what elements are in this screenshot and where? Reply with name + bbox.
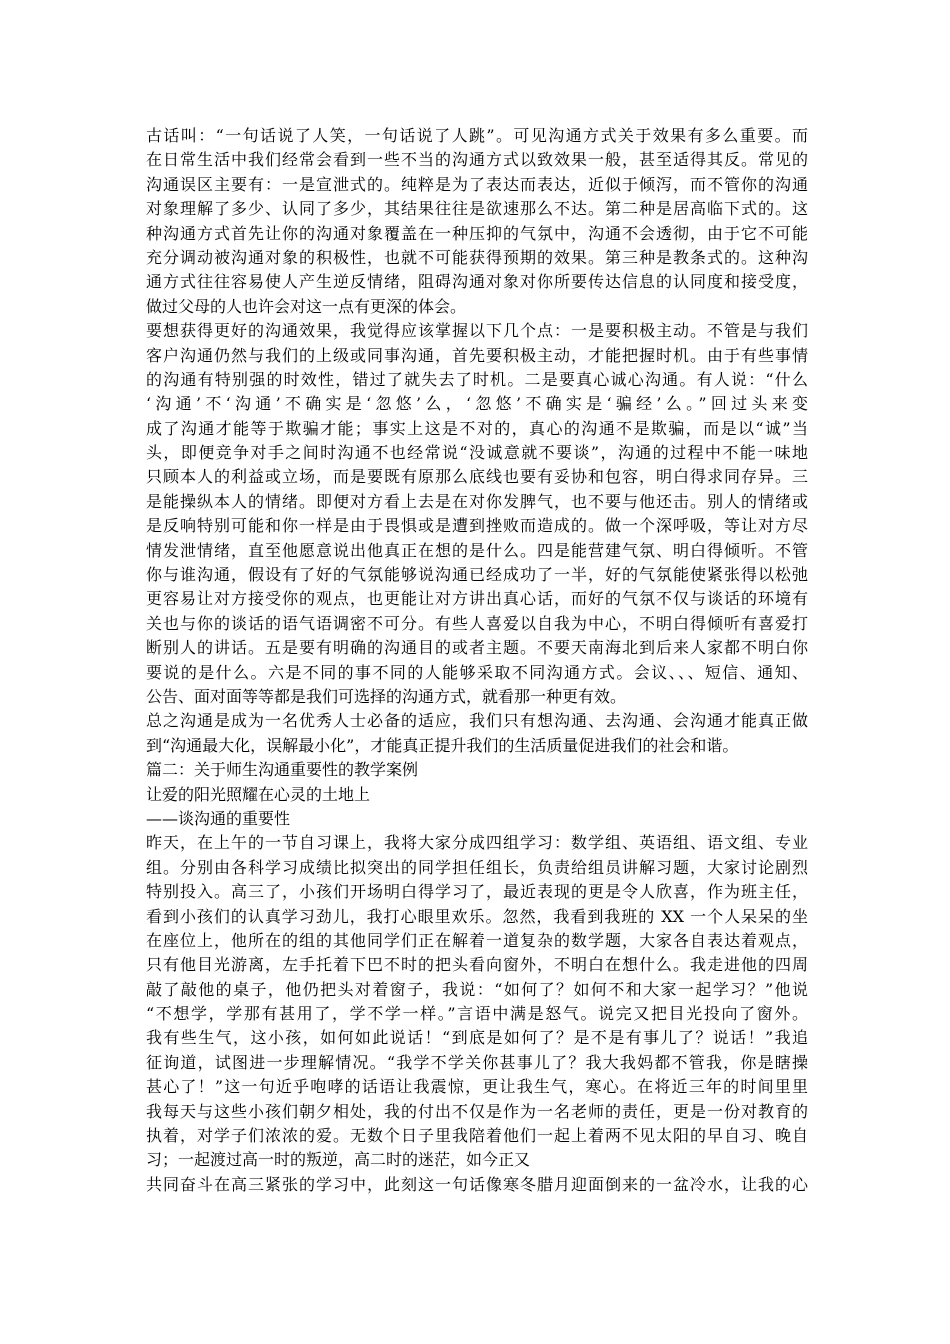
text-line: 组。分别由各科学习成绩比拟突出的同学担任组长，负责给组员讲解习题，大家讨论剧烈 (146, 857, 808, 877)
text-line: 成了沟通才能等于欺骗才能；事实上这是不对的，真心的沟通不是欺骗，而是以“诚”当 (146, 418, 808, 438)
text-line: 特别投入。高三了，小孩们开场明白得学习了，最近表现的更是令人欣喜，作为班主任， (146, 882, 808, 902)
text-line: ‘沟通’不‘沟通’不确实是‘忽悠’么，‘忽悠’不确实是‘骗经’么。”回过头来变 (146, 394, 808, 414)
text-line: 的沟通有特别强的时效性，错过了就失去了时机。二是要真心诚心沟通。有人说：“什么 (146, 369, 808, 389)
text-line: 要想获得更好的沟通效果，我觉得应该掌握以下几个点：一是要积极主动。不管是与我们 (146, 321, 808, 341)
text-line: 种沟通方式首先让你的沟通对象覆盖在一种压抑的气氛中，沟通不会透彻，由于它不可能 (146, 223, 808, 243)
text-line: 昨天，在上午的一节自习课上，我将大家分成四组学习：数学组、英语组、语文组、专业 (146, 833, 808, 853)
text-line: 在座位上，他所在的组的其他同学们正在解着一道复杂的数学题，大家各自表达着观点， (146, 930, 808, 950)
text-line: 更容易让对方接受你的观点，也更能让对方讲出真心话，而好的气氛不仅与谈话的环境有 (146, 589, 808, 609)
text-line: 古话叫：“一句话说了人笑，一句话说了人跳”。可见沟通方式关于效果有多么重要。而 (146, 126, 808, 145)
text-line: 通方式往往容易使人产生逆反情绪，阻碍沟通对象对你所要传达信息的认同度和接受度， (146, 272, 808, 292)
text-line: 总之沟通是成为一名优秀人士必备的适应，我们只有想沟通、去沟通、会沟通才能真正做 (146, 711, 808, 731)
text-line: 到“沟通最大化，误解最小化”，才能真正提升我们的生活质量促进我们的社会和谐。 (146, 735, 739, 755)
text-line: 公告、面对面等等都是我们可选择的沟通方式，就看那一种更有效。 (146, 686, 627, 706)
text-line: “不想学，学那有甚用了，学不学一样。”言语中满是怒气。说完又把目光投向了窗外。 (146, 1004, 808, 1024)
text-line: 做过父母的人也许会对这一点有更深的体会。 (146, 296, 467, 316)
text-line: 你与谁沟通，假设有了好的气氛能够说沟通已经成功了一半，好的气氛能使紧张得以松弛 (146, 565, 808, 585)
text-line: 征询道，试图进一步理解情况。“我学不学关你甚事儿了？我大我妈都不管我，你是瞎操 (146, 1052, 808, 1072)
text-line: 篇二：关于师生沟通重要性的教学案例 (146, 760, 419, 780)
text-line: 习；一起渡过高一时的叛逆，高二时的迷茫，如今正又 (146, 1150, 531, 1170)
text-line: 在日常生活中我们经常会看到一些不当的沟通方式以致效果一般，甚至适得其反。常见的 (146, 150, 808, 170)
text-line: 充分调动被沟通对象的积极性，也就不可能获得预期的效果。第三种是教条式的。这种沟 (146, 247, 808, 267)
document-body (146, 124, 808, 1197)
text-line: 头，即便竞争对手之间时沟通不也经常说“没诚意就不要谈”，沟通的过程中不能一味地 (146, 443, 808, 463)
text-line: 断别人的讲话。五是要有明确的沟通目的或者主题。不要天南海北到后来人家都不明白你 (146, 638, 808, 658)
text-line: 看到小孩们的认真学习劲儿，我打心眼里欢乐。忽然，我看到我班的 XX 一个人呆呆的坐 (146, 906, 808, 926)
text-line: 是反响特别可能和你一样是由于畏惧或是遭到挫败而造成的。做一个深呼吸，等让对方尽 (146, 516, 808, 536)
text-line: 只有他目光游离，左手托着下巴不时的把头看向窗外，不明白在想什么。我走进他的四周 (146, 955, 808, 975)
text-line: 是能操纵本人的情绪。即便对方看上去是在对你发脾气，也不要与他还击。别人的情绪或 (146, 491, 808, 511)
text-line: 关也与你的谈话的语气语调密不可分。有些人喜爱以自我为中心，不明白得倾听有喜爱打 (146, 613, 808, 633)
text-line: 情发泄情绪，直至他愿意说出他真正在想的是什么。四是能营建气氛、明白得倾听。不管 (146, 540, 808, 560)
text-line: 我每天与这些小孩们朝夕相处，我的付出不仅是作为一名老师的责任，更是一份对教育的 (146, 1101, 808, 1121)
text-line: 客户沟通仍然与我们的上级或同事沟通，首先要积极主动，才能把握时机。由于有些事情 (146, 345, 808, 365)
text-line: 共同奋斗在高三紧张的学习中，此刻这一句话像寒冬腊月迎面倒来的一盆冷水，让我的心 (146, 1174, 808, 1194)
text-line: 只顾本人的利益或立场，而是要既有原那么底线也要有妥协和包容，明白得求同存异。三 (146, 467, 808, 487)
text-line: 执着，对学子们浓浓的爱。无数个日子里我陪着他们一起上着两不见太阳的早自习、晚自 (146, 1126, 808, 1146)
text-line: 沟通误区主要有：一是宣泄式的。纯粹是为了表达而表达，近似于倾泻，而不管你的沟通 (146, 174, 808, 194)
text-line: 敲了敲他的桌子，他仍把头对着窗子，我说：“如何了？如何不和大家一起学习？”他说 (146, 979, 808, 999)
text-line: 甚心了！”这一句近乎咆哮的话语让我震惊，更让我生气，寒心。在将近三年的时间里里 (146, 1077, 808, 1097)
text-line: ——谈沟通的重要性 (146, 808, 291, 828)
text-line: 让爱的阳光照耀在心灵的土地上 (146, 784, 371, 804)
text-line: 要说的是什么。六是不同的事不同的人能够采取不同沟通方式。会议、、、短信、通知、 (146, 662, 808, 682)
text-line: 对象理解了多少、认同了多少，其结果往往是欲速那么不达。第二种是居高临下式的。这 (146, 199, 808, 219)
text-line: 我有些生气，这小孩，如何如此说话！“到底是如何了？是不是有事儿了？说话！”我追 (146, 1028, 808, 1048)
